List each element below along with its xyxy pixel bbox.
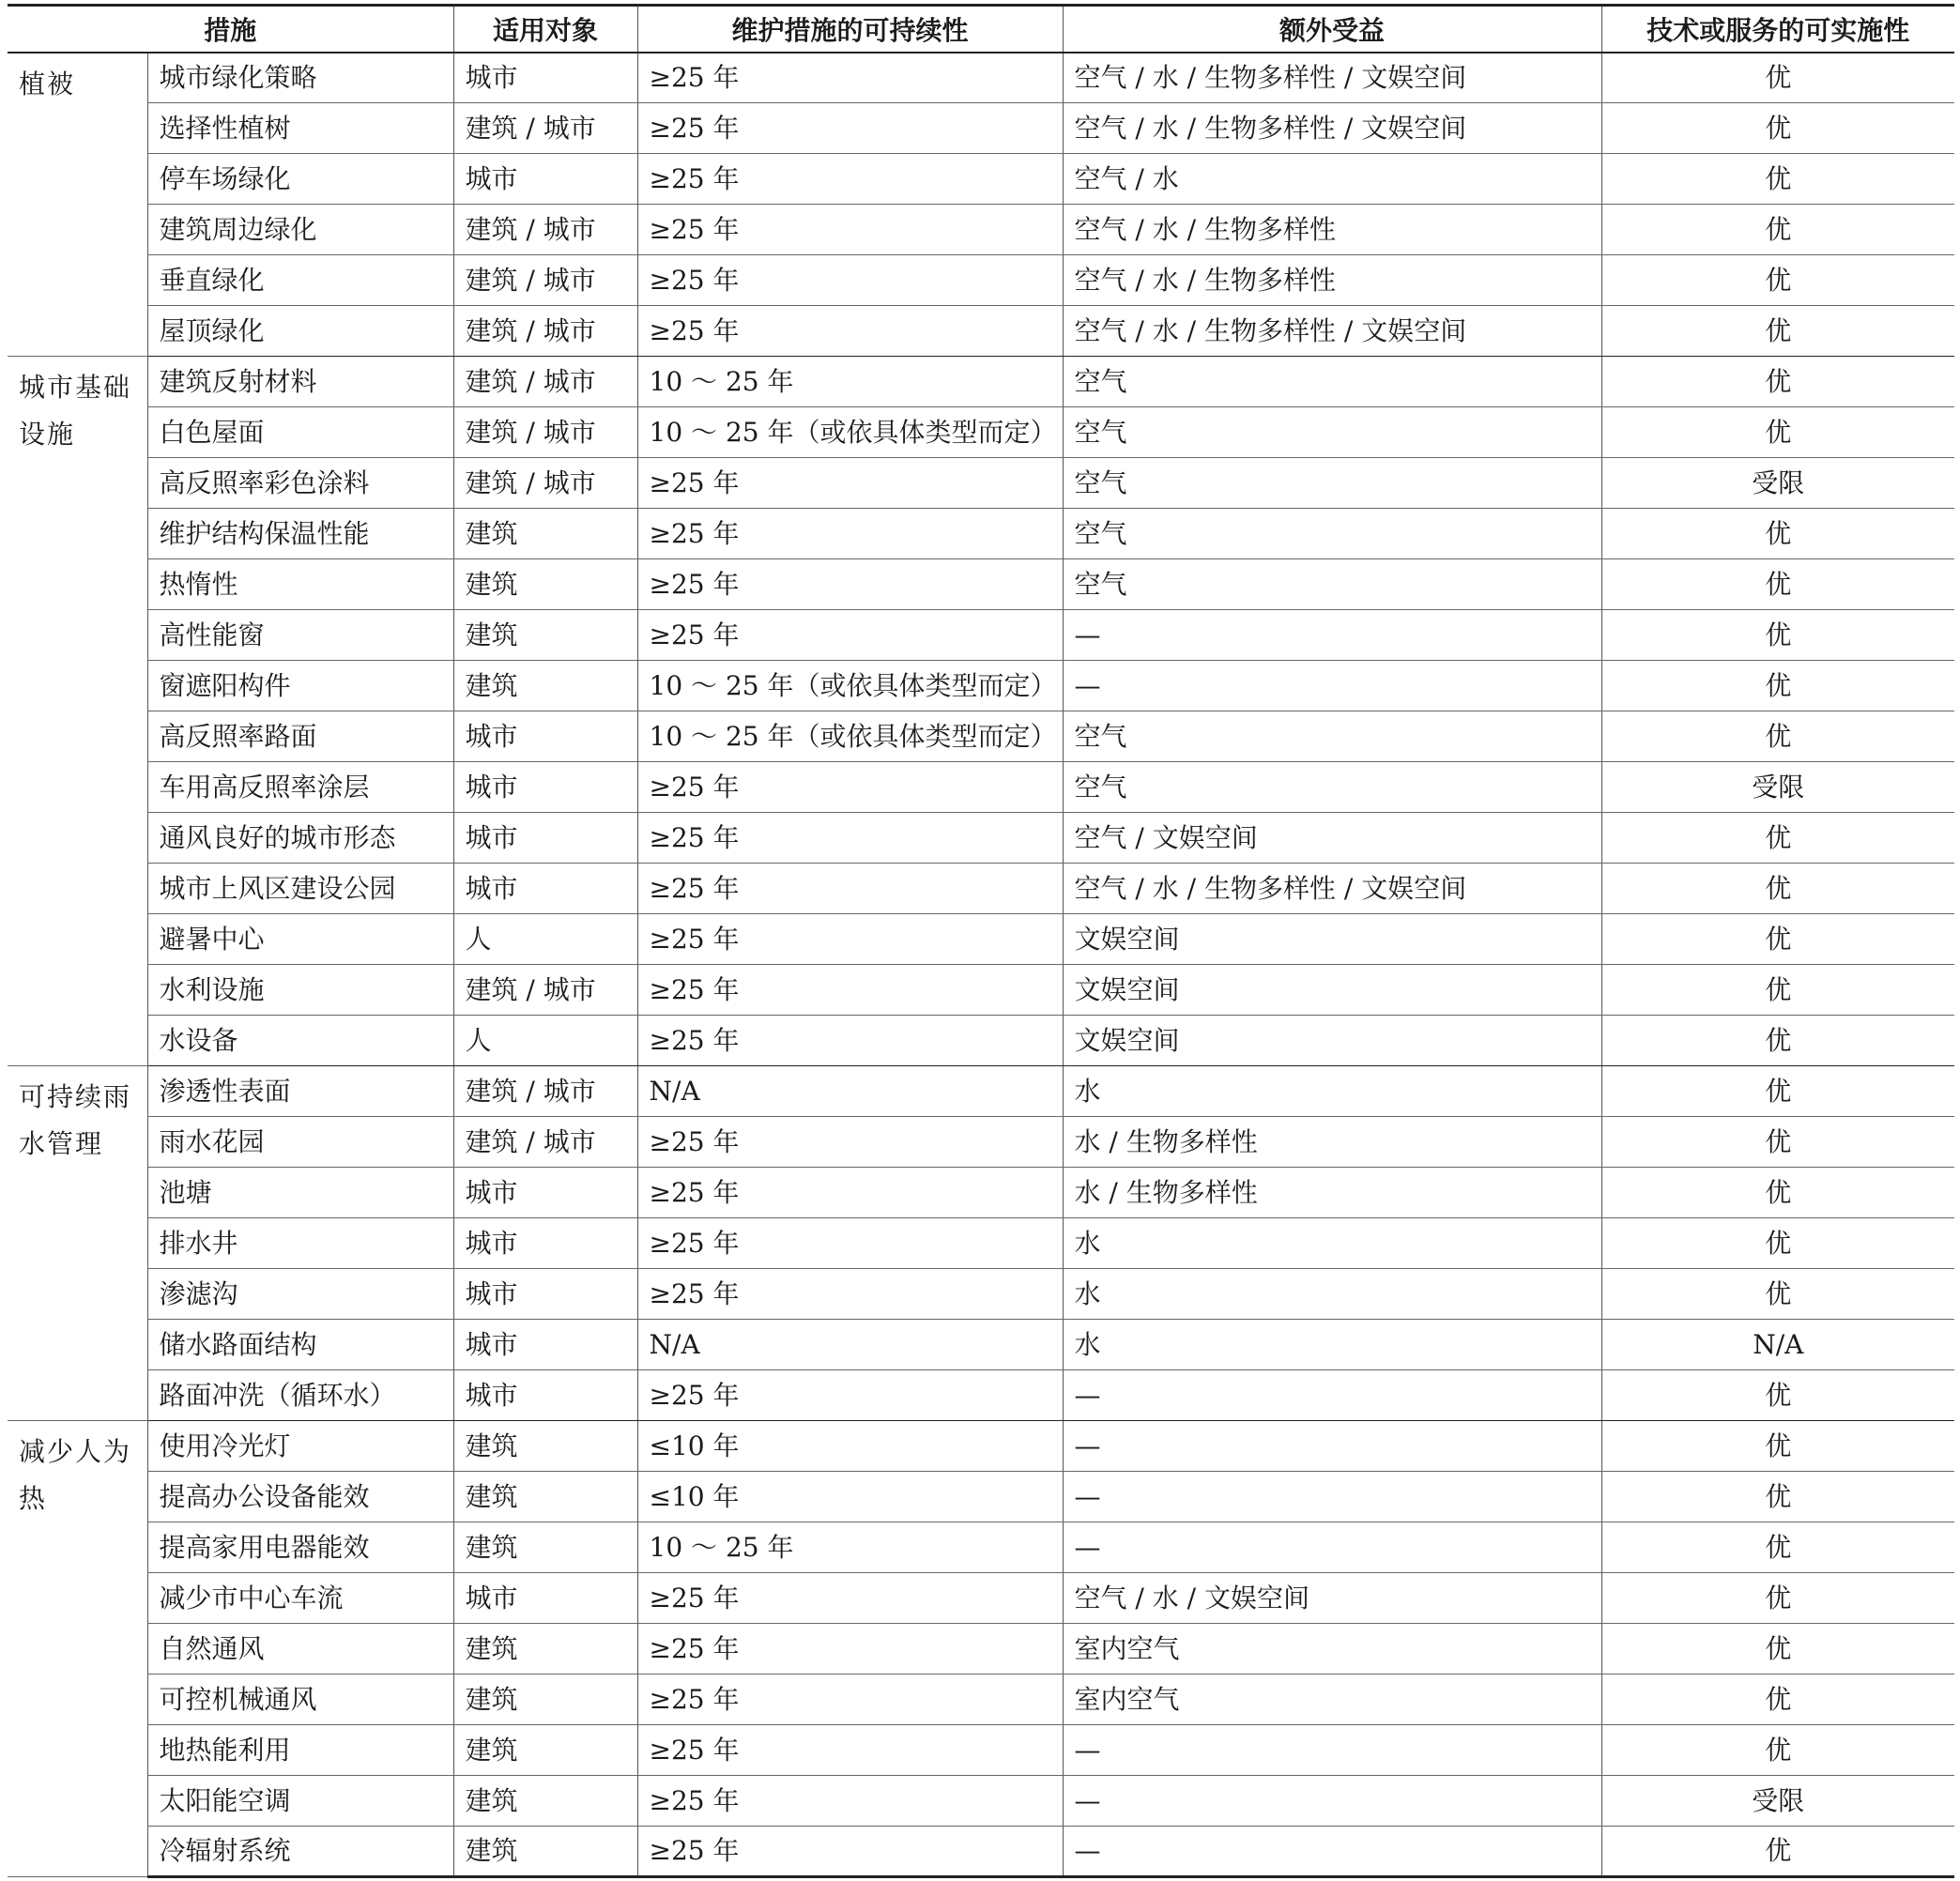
feasibility-cell: 优 <box>1601 610 1954 661</box>
table-row <box>8 1522 1954 1573</box>
benefits-cell: 室内空气 <box>1063 1675 1601 1725</box>
category-cell: 减少人为热 <box>8 1421 147 1877</box>
benefits-cell: 空气 / 水 / 文娱空间 <box>1063 1573 1601 1624</box>
benefits-cell: 空气 <box>1063 559 1601 610</box>
sustainability-cell: ≥25 年 <box>637 1573 1063 1624</box>
feasibility-cell: 优 <box>1601 711 1954 762</box>
table-row <box>8 407 1954 458</box>
target-cell: 建筑 / 城市 <box>453 306 637 357</box>
feasibility-cell: 受限 <box>1601 762 1954 813</box>
benefits-cell: 空气 / 文娱空间 <box>1063 813 1601 864</box>
benefits-cell: — <box>1063 1421 1601 1472</box>
benefits-cell: — <box>1063 1522 1601 1573</box>
benefits-cell: 空气 <box>1063 509 1601 559</box>
feasibility-cell: 优 <box>1601 1269 1954 1320</box>
sustainability-cell: ≥25 年 <box>637 458 1063 509</box>
table-row <box>8 357 1954 407</box>
table-row <box>8 1472 1954 1522</box>
table-row <box>8 205 1954 255</box>
table-row <box>8 1016 1954 1066</box>
measure-cell: 垂直绿化 <box>147 255 453 306</box>
benefits-cell: 空气 / 水 / 生物多样性 / 文娱空间 <box>1063 53 1601 103</box>
table-row <box>8 559 1954 610</box>
measure-cell: 排水井 <box>147 1218 453 1269</box>
measure-cell: 车用高反照率涂层 <box>147 762 453 813</box>
measure-cell: 避暑中心 <box>147 914 453 965</box>
target-cell: 建筑 <box>453 610 637 661</box>
sustainability-cell: N/A <box>637 1320 1063 1370</box>
sustainability-cell: ≥25 年 <box>637 1117 1063 1168</box>
target-cell: 城市 <box>453 1370 637 1421</box>
target-cell: 建筑 <box>453 661 637 711</box>
sustainability-cell: 10 ～ 25 年（或依具体类型而定） <box>637 711 1063 762</box>
table-row <box>8 1675 1954 1725</box>
feasibility-cell: 优 <box>1601 357 1954 407</box>
table-row <box>8 864 1954 914</box>
measure-cell: 停车场绿化 <box>147 154 453 205</box>
table-row <box>8 1218 1954 1269</box>
feasibility-cell: 优 <box>1601 864 1954 914</box>
sustainability-cell: ≥25 年 <box>637 306 1063 357</box>
benefits-cell: 文娱空间 <box>1063 914 1601 965</box>
sustainability-cell: N/A <box>637 1066 1063 1117</box>
table-row <box>8 1168 1954 1218</box>
feasibility-cell: 优 <box>1601 1573 1954 1624</box>
target-cell: 人 <box>453 1016 637 1066</box>
measure-cell: 热惰性 <box>147 559 453 610</box>
sustainability-cell: ≥25 年 <box>637 509 1063 559</box>
target-cell: 建筑 / 城市 <box>453 205 637 255</box>
table-row <box>8 255 1954 306</box>
sustainability-cell: 10 ～ 25 年 <box>637 1522 1063 1573</box>
feasibility-cell: 优 <box>1601 559 1954 610</box>
target-cell: 人 <box>453 914 637 965</box>
measure-cell: 可控机械通风 <box>147 1675 453 1725</box>
feasibility-cell: 优 <box>1601 1168 1954 1218</box>
measure-cell: 通风良好的城市形态 <box>147 813 453 864</box>
sustainability-cell: ≥25 年 <box>637 813 1063 864</box>
target-cell: 城市 <box>453 1168 637 1218</box>
table-body <box>8 53 1954 1877</box>
feasibility-cell: 优 <box>1601 1421 1954 1472</box>
target-cell: 城市 <box>453 762 637 813</box>
benefits-cell: 文娱空间 <box>1063 965 1601 1016</box>
feasibility-cell: 优 <box>1601 1624 1954 1675</box>
benefits-cell: 空气 <box>1063 711 1601 762</box>
measure-cell: 池塘 <box>147 1168 453 1218</box>
target-cell: 建筑 <box>453 1522 637 1573</box>
measure-cell: 雨水花园 <box>147 1117 453 1168</box>
benefits-cell: 水 <box>1063 1066 1601 1117</box>
sustainability-cell: ≥25 年 <box>637 1218 1063 1269</box>
benefits-cell: — <box>1063 661 1601 711</box>
sustainability-cell: ≥25 年 <box>637 205 1063 255</box>
sustainability-cell: ≥25 年 <box>637 1370 1063 1421</box>
measure-cell: 减少市中心车流 <box>147 1573 453 1624</box>
table-row <box>8 762 1954 813</box>
measure-cell: 水利设施 <box>147 965 453 1016</box>
measure-cell: 冷辐射系统 <box>147 1827 453 1877</box>
benefits-cell: 空气 / 水 / 生物多样性 <box>1063 255 1601 306</box>
measures-table-container <box>8 4 1954 1878</box>
feasibility-cell: 优 <box>1601 154 1954 205</box>
benefits-cell: 空气 / 水 / 生物多样性 <box>1063 205 1601 255</box>
measure-cell: 地热能利用 <box>147 1725 453 1776</box>
measure-cell: 维护结构保温性能 <box>147 509 453 559</box>
sustainability-cell: ≥25 年 <box>637 1827 1063 1877</box>
target-cell: 建筑 <box>453 1675 637 1725</box>
feasibility-cell: 优 <box>1601 661 1954 711</box>
measure-cell: 渗滤沟 <box>147 1269 453 1320</box>
benefits-cell: 水 / 生物多样性 <box>1063 1117 1601 1168</box>
header-feasibility: 技术或服务的可实施性 <box>1601 6 1954 53</box>
feasibility-cell: 优 <box>1601 1370 1954 1421</box>
feasibility-cell: 优 <box>1601 306 1954 357</box>
measure-cell: 自然通风 <box>147 1624 453 1675</box>
header-measure: 措施 <box>8 6 453 53</box>
table-row <box>8 53 1954 103</box>
table-row <box>8 1269 1954 1320</box>
table-header <box>8 6 1954 53</box>
sustainability-cell: ≥25 年 <box>637 762 1063 813</box>
feasibility-cell: 受限 <box>1601 1776 1954 1827</box>
measure-cell: 高性能窗 <box>147 610 453 661</box>
target-cell: 城市 <box>453 1320 637 1370</box>
target-cell: 建筑 <box>453 1725 637 1776</box>
sustainability-cell: ≤10 年 <box>637 1472 1063 1522</box>
benefits-cell: — <box>1063 1827 1601 1877</box>
benefits-cell: 水 <box>1063 1320 1601 1370</box>
feasibility-cell: 受限 <box>1601 458 1954 509</box>
target-cell: 城市 <box>453 711 637 762</box>
feasibility-cell: 优 <box>1601 1725 1954 1776</box>
target-cell: 建筑 / 城市 <box>453 1066 637 1117</box>
feasibility-cell: 优 <box>1601 1066 1954 1117</box>
table-row <box>8 1827 1954 1877</box>
feasibility-cell: 优 <box>1601 1016 1954 1066</box>
sustainability-cell: ≥25 年 <box>637 103 1063 154</box>
benefits-cell: — <box>1063 1725 1601 1776</box>
benefits-cell: — <box>1063 610 1601 661</box>
table-row <box>8 458 1954 509</box>
feasibility-cell: 优 <box>1601 1218 1954 1269</box>
target-cell: 建筑 <box>453 1624 637 1675</box>
target-cell: 建筑 / 城市 <box>453 407 637 458</box>
sustainability-cell: ≥25 年 <box>637 914 1063 965</box>
target-cell: 城市 <box>453 1269 637 1320</box>
feasibility-cell: 优 <box>1601 407 1954 458</box>
measure-cell: 白色屋面 <box>147 407 453 458</box>
measure-cell: 城市上风区建设公园 <box>147 864 453 914</box>
target-cell: 建筑 / 城市 <box>453 357 637 407</box>
sustainability-cell: ≤10 年 <box>637 1421 1063 1472</box>
target-cell: 建筑 / 城市 <box>453 458 637 509</box>
sustainability-cell: ≥25 年 <box>637 1776 1063 1827</box>
benefits-cell: — <box>1063 1776 1601 1827</box>
table-row <box>8 1624 1954 1675</box>
feasibility-cell: 优 <box>1601 509 1954 559</box>
benefits-cell: 空气 <box>1063 357 1601 407</box>
table-row <box>8 1370 1954 1421</box>
measure-cell: 高反照率彩色涂料 <box>147 458 453 509</box>
target-cell: 建筑 <box>453 509 637 559</box>
sustainability-cell: 10 ～ 25 年（或依具体类型而定） <box>637 661 1063 711</box>
table-row <box>8 1320 1954 1370</box>
table-row <box>8 1117 1954 1168</box>
feasibility-cell: 优 <box>1601 255 1954 306</box>
sustainability-cell: ≥25 年 <box>637 1675 1063 1725</box>
target-cell: 建筑 / 城市 <box>453 965 637 1016</box>
table-row <box>8 1776 1954 1827</box>
feasibility-cell: 优 <box>1601 1472 1954 1522</box>
benefits-cell: — <box>1063 1370 1601 1421</box>
benefits-cell: 空气 / 水 <box>1063 154 1601 205</box>
table-row <box>8 306 1954 357</box>
table-row <box>8 711 1954 762</box>
target-cell: 城市 <box>453 813 637 864</box>
feasibility-cell: 优 <box>1601 103 1954 154</box>
measure-cell: 高反照率路面 <box>147 711 453 762</box>
benefits-cell: 空气 <box>1063 458 1601 509</box>
sustainability-cell: ≥25 年 <box>637 1168 1063 1218</box>
sustainability-cell: ≥25 年 <box>637 610 1063 661</box>
measure-cell: 储水路面结构 <box>147 1320 453 1370</box>
sustainability-cell: ≥25 年 <box>637 1016 1063 1066</box>
measures-table <box>8 4 1954 1878</box>
table-row <box>8 914 1954 965</box>
table-row <box>8 509 1954 559</box>
feasibility-cell: 优 <box>1601 1675 1954 1725</box>
target-cell: 建筑 <box>453 1776 637 1827</box>
target-cell: 城市 <box>453 53 637 103</box>
measure-cell: 建筑反射材料 <box>147 357 453 407</box>
sustainability-cell: ≥25 年 <box>637 255 1063 306</box>
feasibility-cell: 优 <box>1601 205 1954 255</box>
header-row <box>8 6 1954 53</box>
feasibility-cell: 优 <box>1601 53 1954 103</box>
feasibility-cell: 优 <box>1601 1522 1954 1573</box>
table-row <box>8 103 1954 154</box>
benefits-cell: 空气 / 水 / 生物多样性 / 文娱空间 <box>1063 864 1601 914</box>
benefits-cell: 空气 <box>1063 407 1601 458</box>
table-row <box>8 1066 1954 1117</box>
sustainability-cell: ≥25 年 <box>637 965 1063 1016</box>
feasibility-cell: N/A <box>1601 1320 1954 1370</box>
target-cell: 建筑 / 城市 <box>453 103 637 154</box>
table-row <box>8 154 1954 205</box>
measure-cell: 建筑周边绿化 <box>147 205 453 255</box>
table-row <box>8 1421 1954 1472</box>
header-target: 适用对象 <box>453 6 637 53</box>
target-cell: 建筑 / 城市 <box>453 255 637 306</box>
category-cell: 可持续雨水管理 <box>8 1066 147 1421</box>
feasibility-cell: 优 <box>1601 914 1954 965</box>
header-benefits: 额外受益 <box>1063 6 1601 53</box>
sustainability-cell: ≥25 年 <box>637 1624 1063 1675</box>
sustainability-cell: ≥25 年 <box>637 864 1063 914</box>
benefits-cell: 空气 <box>1063 762 1601 813</box>
sustainability-cell: ≥25 年 <box>637 154 1063 205</box>
feasibility-cell: 优 <box>1601 813 1954 864</box>
benefits-cell: 水 / 生物多样性 <box>1063 1168 1601 1218</box>
table-row <box>8 965 1954 1016</box>
category-cell: 城市基础设施 <box>8 357 147 1066</box>
feasibility-cell: 优 <box>1601 965 1954 1016</box>
feasibility-cell: 优 <box>1601 1827 1954 1877</box>
target-cell: 建筑 / 城市 <box>453 1117 637 1168</box>
benefits-cell: 室内空气 <box>1063 1624 1601 1675</box>
sustainability-cell: 10 ～ 25 年（或依具体类型而定） <box>637 407 1063 458</box>
target-cell: 城市 <box>453 864 637 914</box>
table-row <box>8 1725 1954 1776</box>
target-cell: 建筑 <box>453 1421 637 1472</box>
target-cell: 城市 <box>453 1218 637 1269</box>
sustainability-cell: ≥25 年 <box>637 1725 1063 1776</box>
table-row <box>8 1573 1954 1624</box>
measure-cell: 选择性植树 <box>147 103 453 154</box>
benefits-cell: — <box>1063 1472 1601 1522</box>
sustainability-cell: ≥25 年 <box>637 559 1063 610</box>
benefits-cell: 文娱空间 <box>1063 1016 1601 1066</box>
category-cell: 植被 <box>8 53 147 357</box>
measure-cell: 使用冷光灯 <box>147 1421 453 1472</box>
benefits-cell: 水 <box>1063 1218 1601 1269</box>
table-row <box>8 661 1954 711</box>
benefits-cell: 水 <box>1063 1269 1601 1320</box>
target-cell: 城市 <box>453 154 637 205</box>
header-sustainability: 维护措施的可持续性 <box>637 6 1063 53</box>
table-row <box>8 813 1954 864</box>
measure-cell: 路面冲洗（循环水） <box>147 1370 453 1421</box>
target-cell: 建筑 <box>453 1472 637 1522</box>
feasibility-cell: 优 <box>1601 1117 1954 1168</box>
sustainability-cell: 10 ～ 25 年 <box>637 357 1063 407</box>
sustainability-cell: ≥25 年 <box>637 1269 1063 1320</box>
measure-cell: 水设备 <box>147 1016 453 1066</box>
measure-cell: 屋顶绿化 <box>147 306 453 357</box>
benefits-cell: 空气 / 水 / 生物多样性 / 文娱空间 <box>1063 306 1601 357</box>
measure-cell: 太阳能空调 <box>147 1776 453 1827</box>
measure-cell: 城市绿化策略 <box>147 53 453 103</box>
table-row <box>8 610 1954 661</box>
target-cell: 建筑 <box>453 1827 637 1877</box>
sustainability-cell: ≥25 年 <box>637 53 1063 103</box>
benefits-cell: 空气 / 水 / 生物多样性 / 文娱空间 <box>1063 103 1601 154</box>
target-cell: 建筑 <box>453 559 637 610</box>
measure-cell: 提高办公设备能效 <box>147 1472 453 1522</box>
measure-cell: 窗遮阳构件 <box>147 661 453 711</box>
target-cell: 城市 <box>453 1573 637 1624</box>
measure-cell: 提高家用电器能效 <box>147 1522 453 1573</box>
measure-cell: 渗透性表面 <box>147 1066 453 1117</box>
